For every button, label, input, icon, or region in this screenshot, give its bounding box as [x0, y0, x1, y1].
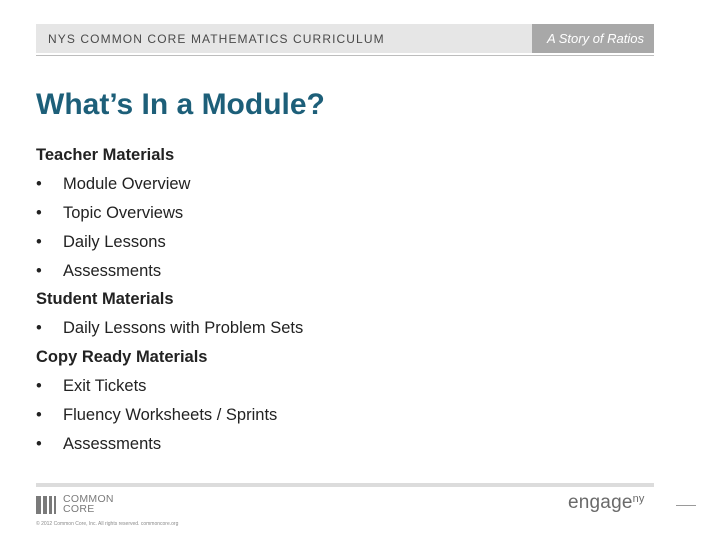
list-item-label: Exit Tickets: [63, 377, 147, 396]
bullet-icon: •: [36, 203, 42, 222]
list-item-label: Assessments: [63, 434, 162, 453]
list-item-label: Module Overview: [63, 174, 191, 193]
engage-ny-superscript: ny: [632, 493, 645, 505]
list-item-label: Daily Lessons with Problem Sets: [63, 319, 304, 338]
bullet-icon: •: [36, 232, 42, 251]
list-item: [36, 257, 636, 286]
bullet-icon: •: [36, 319, 42, 338]
corner-rule: [676, 505, 696, 506]
list-item: [36, 199, 636, 228]
bullet-icon: •: [36, 406, 42, 425]
bullet-icon: •: [36, 434, 42, 453]
list-item-label: Assessments: [63, 261, 162, 280]
bullet-icon: •: [36, 174, 42, 193]
common-core-logo: [36, 494, 136, 516]
bullet-icon: •: [36, 261, 42, 280]
engageny-logo: [568, 492, 645, 514]
logo-line-2: CORE: [63, 503, 95, 515]
story-badge: [532, 24, 654, 53]
list-item-label: Daily Lessons: [63, 232, 166, 251]
engage-wordmark: engage: [568, 492, 633, 513]
bullet-icon: •: [36, 377, 42, 396]
list-item-label: Fluency Worksheets / Sprints: [63, 406, 278, 425]
story-label: A Story of Ratios: [546, 31, 644, 46]
list-item-label: Topic Overviews: [63, 203, 184, 222]
section-heading: Copy Ready Materials: [36, 348, 208, 367]
list-item: [36, 170, 636, 199]
list-item: [36, 401, 636, 430]
copyright-notice: © 2012 Common Core, Inc. All rights reserved. commoncore.org: [36, 521, 179, 527]
module-contents: [36, 141, 636, 459]
header-divider: [36, 55, 654, 56]
header-bar: [36, 24, 654, 53]
list-item: [36, 372, 636, 401]
curriculum-label: NYS COMMON CORE MATHEMATICS CURRICULUM: [48, 32, 385, 46]
list-item: [36, 314, 636, 343]
list-item: [36, 228, 636, 257]
footer-divider: [36, 483, 654, 487]
section-heading: Teacher Materials: [36, 146, 175, 164]
list-item: [36, 430, 636, 459]
common-core-wordmark: [63, 494, 114, 514]
page-title: What’s In a Module?: [36, 88, 325, 121]
logo-line-1: COMMON: [63, 493, 114, 505]
section-heading: Student Materials: [36, 290, 174, 309]
